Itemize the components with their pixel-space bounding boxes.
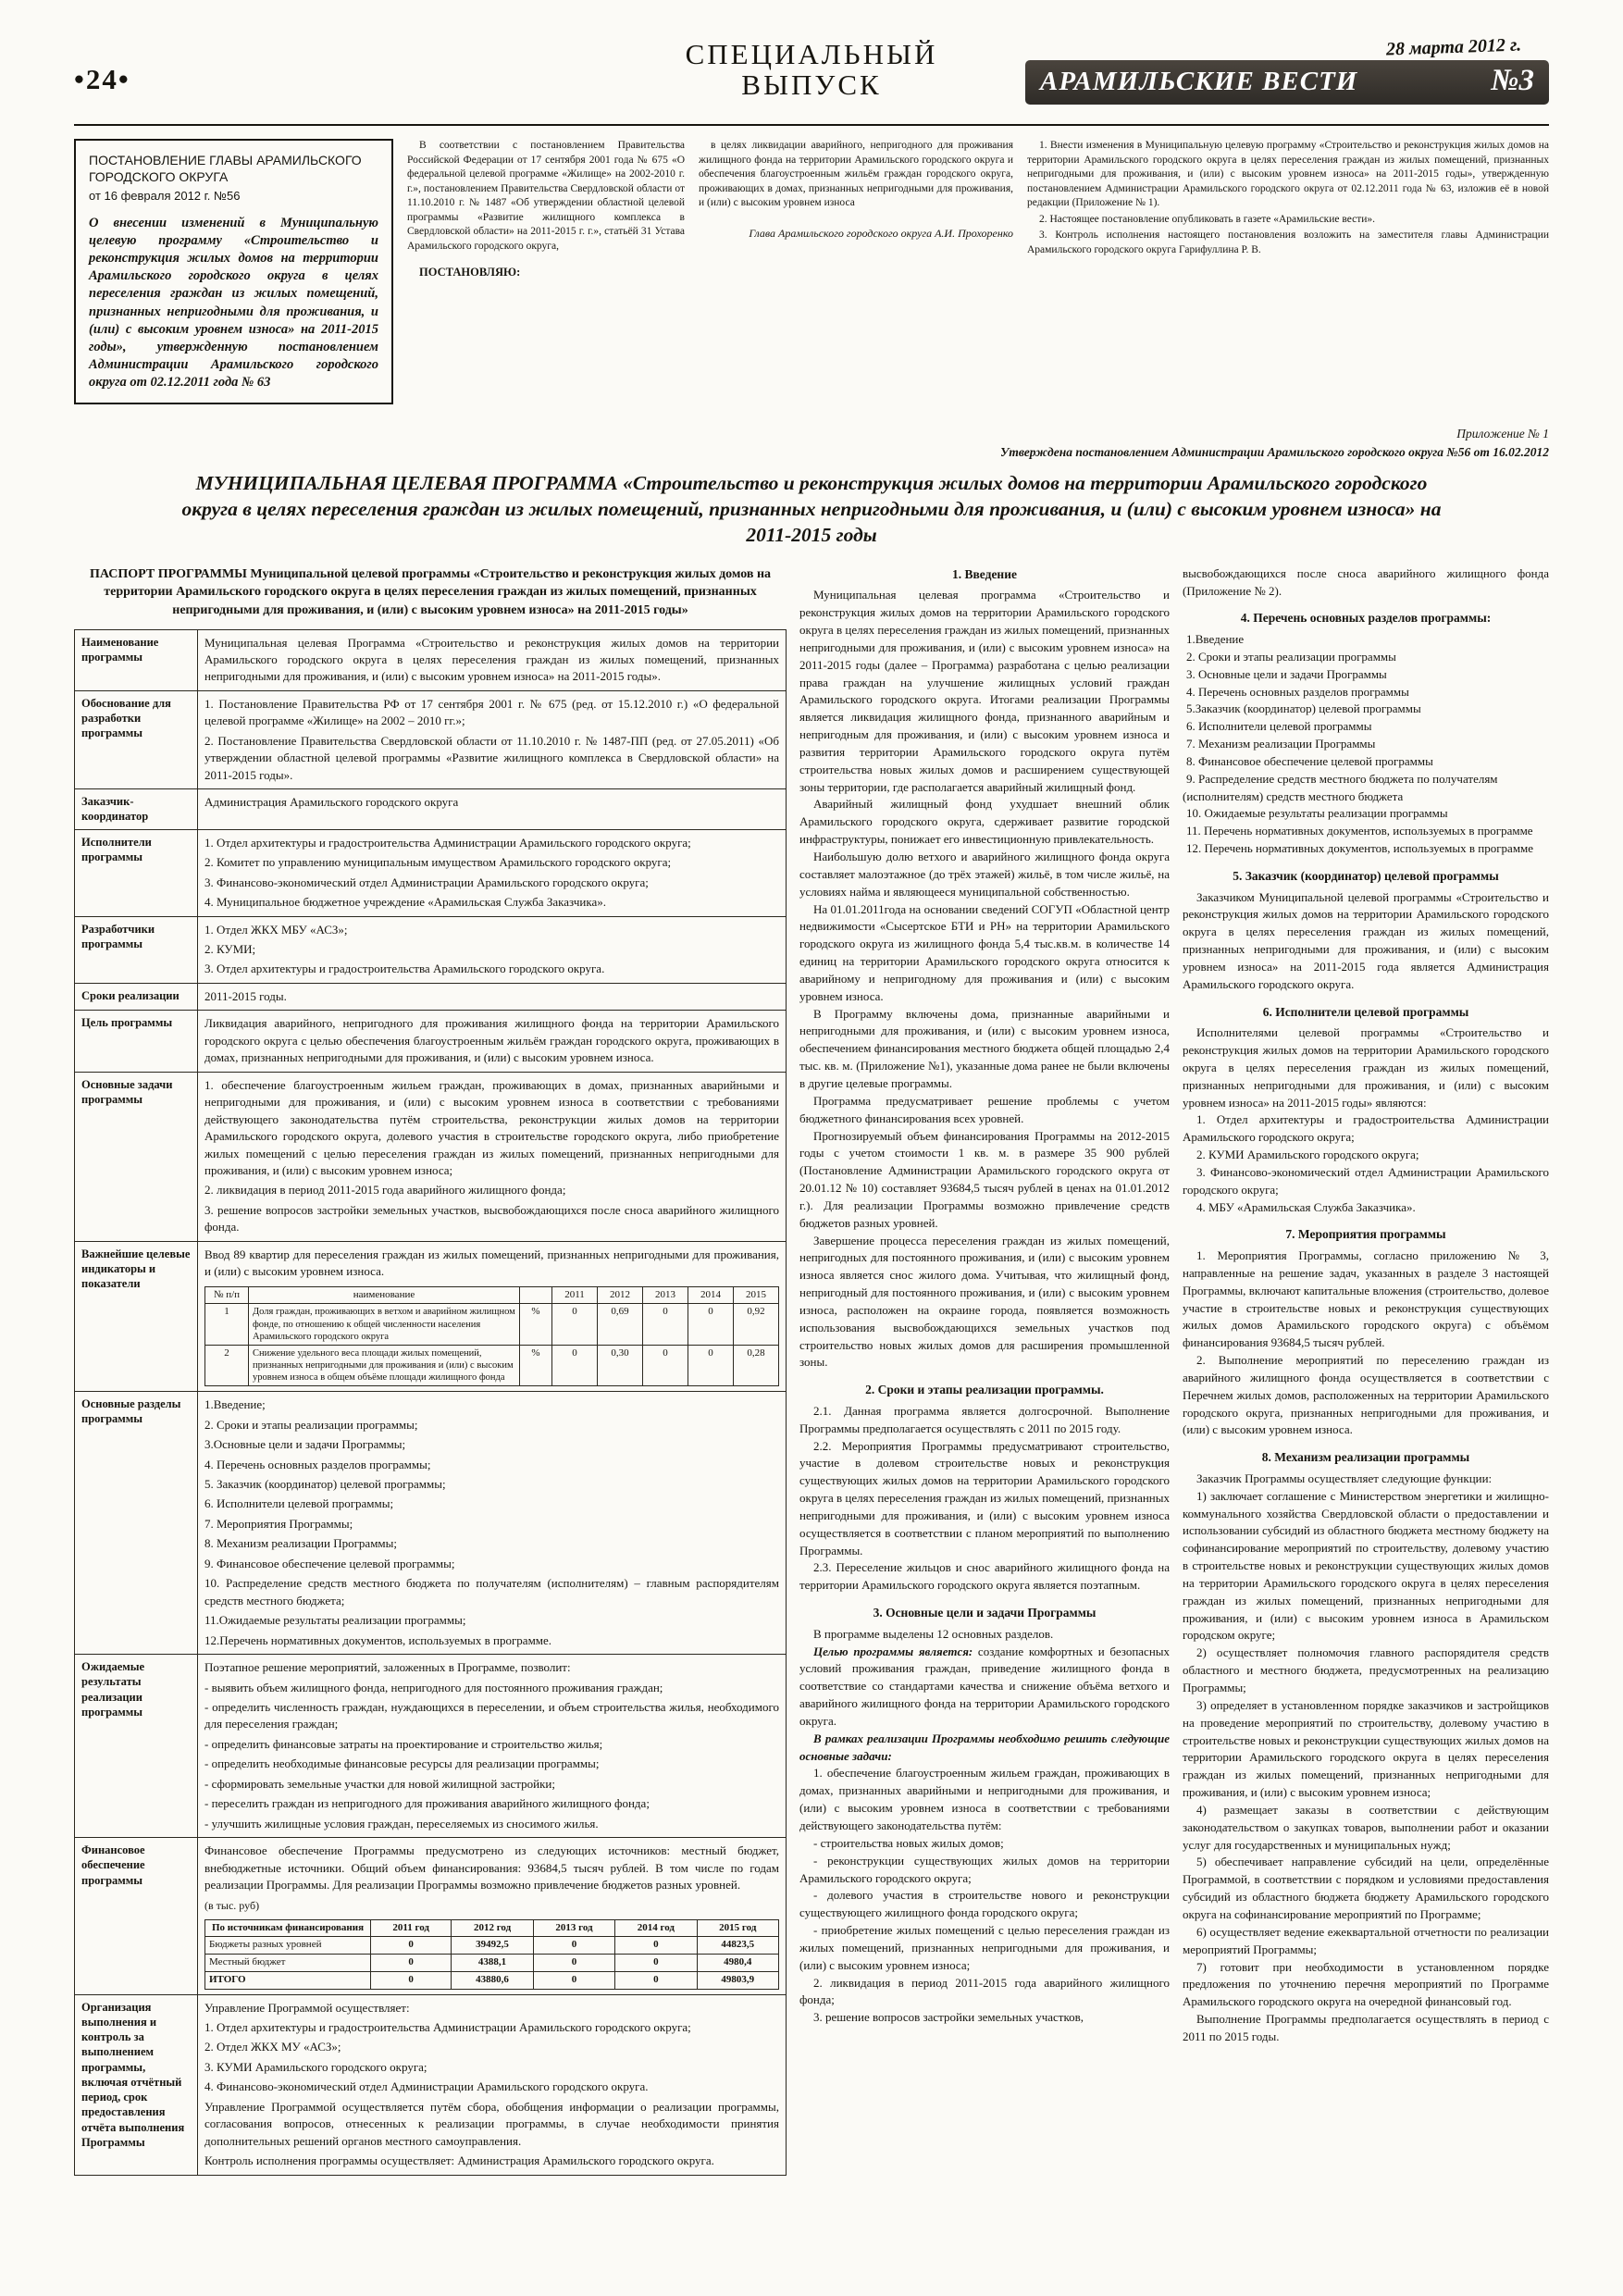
passport-paragraph: 9. Финансовое обеспечение целевой программы; xyxy=(204,1556,455,1570)
section-5-heading: 5. Заказчик (координатор) целевой программы xyxy=(1233,869,1499,884)
passport-paragraph: Муниципальная целевая Программа «Строительство и реконструкция жилых домов на территории Арамильского городского округа в целях переселения граждан из жилых помещений, признанных непригодными для проживания, и (или) с высоким уровнем износа» на 2011-2015 годы». xyxy=(204,635,779,684)
table-cell: 49803,9 xyxy=(697,1971,778,1989)
passport-paragraph: 4. Перечень основных разделов программы; xyxy=(204,1457,431,1471)
passport-row-basis xyxy=(75,690,787,788)
table-cell: 0 xyxy=(533,1937,614,1955)
passport-paragraph: Управление Программой осуществляется путём сбора, обобщения информации о реализации программы, согласования вопросов, отнесенных к реализации программы, в случае необходимости принятия дополнительных решений органов местного самоуправления. xyxy=(204,2099,779,2148)
passport-paragraph: 12.Перечень нормативных документов, используемых в программе. xyxy=(204,1632,552,1647)
task-item: 2. ликвидация в период 2011-2015 года аварийного жилищного фонда; xyxy=(799,1975,1170,2007)
table-cell: 0 xyxy=(643,1304,688,1345)
passport-row-label: Наименование программы xyxy=(75,629,198,690)
table-header-cell xyxy=(520,1286,552,1304)
passport-column xyxy=(74,565,787,2176)
finance-table xyxy=(204,1919,779,1990)
passport-paragraph: - определить численность граждан, нуждающихся в переселении, и объем строительства жилья, необходимого для переселения граждан; xyxy=(204,1699,779,1731)
decree-item: 3. Контроль исполнения настоящего постановления возложить на заместителя главы Администрации Арамильского городского округа Гарифуллина Р. В. xyxy=(1027,230,1549,255)
task-item: - реконструкции существующих жилых домов на территории Арамильского городского округа; xyxy=(799,1853,1170,1885)
paragraph: На 01.01.2011года на основании сведений СОГУП «Областной центр недвижимости «Сысертское БТИ и РН» на территории Арамильского городского округа из жилищного фонда 5,4 тыс.кв.м. в количестве 14 единиц на территории Арамильского городского округа относится к аварийному и непригодному для проживания и (или) с высоким уровнем износа. xyxy=(799,901,1170,1003)
paragraph: Аварийный жилищный фонд ухудшает внешний облик Арамильского городского округа, сдерживает развитие городской инфраструктуры, понижает его инвестиционную привлекательность. xyxy=(799,797,1170,847)
table-cell: ИТОГО xyxy=(205,1971,371,1989)
passport-paragraph: 1. Постановление Правительства РФ от 17 сентября 2001 г. № 675 (ред. от 15.12.2010 г.) «О федеральной целевой программе «Жилище» на 2002 – 2010 гг.»; xyxy=(204,696,779,728)
section-7-heading: 7. Мероприятия программы xyxy=(1285,1227,1446,1242)
table-header-cell: № п/п xyxy=(205,1286,249,1304)
table-cell: 0 xyxy=(533,1955,614,1972)
paragraph: 2.1. Данная программа является долгосрочной. Выполнение Программы предполагается осуществлять с 2011 по 2015 году. xyxy=(799,1403,1170,1435)
section-1-heading: 1. Введение xyxy=(952,566,1017,581)
table-header-cell: 2015 xyxy=(734,1286,779,1304)
passport-paragraph: 11.Ожидаемые результаты реализации программы; xyxy=(204,1613,466,1628)
goal-lead: Целью программы является: xyxy=(813,1644,973,1658)
executor-item: 3. Финансово-экономический отдел Администрации Арамильского городского округа; xyxy=(1183,1164,1549,1197)
decree-title: ПОСТАНОВЛЕНИЕ ГЛАВЫ АРАМИЛЬСКОГО ГОРОДСКОГО ОКРУГА xyxy=(89,153,362,185)
passport-row-value xyxy=(198,629,787,690)
passport-row-label: Ожидаемые результаты реализации программы xyxy=(75,1655,198,1838)
indicators-header-row xyxy=(205,1286,779,1304)
table-cell: 1 xyxy=(205,1304,249,1345)
section-4-heading: 4. Перечень основных разделов программы: xyxy=(1240,611,1492,626)
passport-row-name xyxy=(75,629,787,690)
section-list-item: 1.Введение xyxy=(1186,632,1245,647)
passport-paragraph: Контроль исполнения программы осуществляет: Администрация Арамильского городского округа. xyxy=(204,2153,714,2168)
table-header-cell: 2011 год xyxy=(371,1919,452,1937)
table-cell: 4388,1 xyxy=(452,1955,533,1972)
section-6-list xyxy=(1183,1111,1549,1216)
passport-row-label: Основные разделы программы xyxy=(75,1392,198,1655)
passport-paragraph: - переселить граждан из непригодного для проживания аварийного жилищного фонда; xyxy=(204,1796,650,1811)
section-3-task-intro: В рамках реализации Программы необходимо решить следующие основные задачи: xyxy=(799,1731,1170,1763)
appendix-number: Приложение № 1 xyxy=(1456,427,1549,441)
passport-paragraph: 3. Отдел архитектуры и градостроительства Арамильского городского округа. xyxy=(204,962,605,976)
table-cell: 4980,4 xyxy=(697,1955,778,1972)
paragraph: Муниципальная целевая программа «Строительство и реконструкция жилых домов на территории Арамильского городского округа в целях переселения граждан из жилых помещений, признанных непригодными для проживания, и (или) с высоким уровнем износа» на 2011-2015 годы (далее – Программа) разработана с целью реализации права граждан на улучшение жилищных условий граждан Арамильского городского округа. Итогами реализации Программы является ликвидация жилищного фонда, признанного аварийным и непригодным для проживания, и (или) с высоким уровнем износа и развития территории Арамильского городского округа путём строительства новых жилых домов и расширением существующей зоны территории, где располагается аварийный жилищный фонд. xyxy=(799,588,1170,794)
table-cell: % xyxy=(520,1304,552,1345)
decree-resolve-word: ПОСТАНОВЛЯЮ: xyxy=(419,266,521,279)
passport-row-control xyxy=(75,1994,787,2175)
section-1-body xyxy=(799,587,1170,1371)
appendix-block xyxy=(74,425,1549,463)
section-6-paragraph: Исполнителями целевой программы «Строительство и реконструкция жилых домов на территории Арамильского городского округа в целях переселения граждан из жилых помещений, признанных непригодными для проживания, и (или) с высоким уровнем износа» на 2011-2015 годы» являются: xyxy=(1183,1025,1549,1110)
finance-header-row xyxy=(205,1919,779,1937)
passport-paragraph: 1. обеспечение благоустроенным жильем граждан, проживающих в домах, признанных аварийными и непригодными для проживания, и (или) с высоким уровнем износа в соответствии с требованиями действующего законодательства путём строительства, реконструкции жилых домов на территории Арамильского городского округа, долевого участия в строительстве городского округа, либо приобретение жилых помещений с целью переселения граждан из жилых помещений, признанных непригодными для проживания, и (или) с высоким уровнем износа; xyxy=(204,1077,779,1177)
passport-row-goal xyxy=(75,1011,787,1072)
passport-row-indicators xyxy=(75,1241,787,1391)
passport-row-label: Финансовое обеспечение программы xyxy=(75,1838,198,1994)
decree-item: 1. Внести изменения в Муниципальную целевую программу «Строительство и реконструкция жилых домов на территории Арамильского городского округа в целях переселения граждан из жилых помещений, признанных непригодными для проживания, и (или) с высоким уровнем износа» на 2011-2015 годы», утвержденную постановлением Администрации Арамильского городского округа от 02.12.2011 года № 63, изложив её в новой редакции (Приложение № 1). xyxy=(1027,140,1549,209)
function-item: 2) осуществляет полномочия главного распорядителя средств областного и местного бюджета, предусмотренных на реализацию Программы; xyxy=(1183,1645,1549,1695)
section-8-heading: 8. Механизм реализации программы xyxy=(1261,1450,1470,1465)
passport-row-customer xyxy=(75,789,787,830)
continuation-paragraph: высвобождающихся после сноса аварийного жилищного фонда (Приложение № 2). xyxy=(1183,565,1549,598)
issue-date: 28 марта 2012 г. xyxy=(1385,34,1522,60)
table-cell: 0,92 xyxy=(734,1304,779,1345)
table-cell: 39492,5 xyxy=(452,1937,533,1955)
table-cell: % xyxy=(520,1345,552,1385)
task-item: 1. обеспечение благоустроенным жильем граждан, проживающих в домах, признанных аварийными и непригодными для проживания, и (или) с высоким уровнем износа в соответствии с требованиями действующего законодательства путём: xyxy=(799,1766,1170,1833)
passport-paragraph: Поэтапное решение мероприятий, заложенных в Программе, позволит: xyxy=(204,1660,571,1675)
executor-item: 4. МБУ «Арамильская Служба Заказчика». xyxy=(1196,1199,1416,1214)
task-item: - приобретение жилых помещений с целью переселения граждан из жилых помещений, признанных непригодными для проживания, и (или) с высоким уровнем износа; xyxy=(799,1923,1170,1972)
table-cell: Бюджеты разных уровней xyxy=(205,1937,371,1955)
section-8-closing: Выполнение Программы предполагается осуществлять в период с 2011 по 2015 годы. xyxy=(1183,2012,1549,2043)
section-8-intro: Заказчик Программы осуществляет следующие функции: xyxy=(1196,1471,1493,1485)
decree-preamble-part1: В соответствии с постановлением Правительства Российской Федерации от 17 сентября 2001 года № 675 «О федеральной целевой программе «Жилище» на 2002-2010 г. г.», постановлением Правительства Свердловской области от 11.10.2010 г. № 1487 «Об утверждении областной целевой программы «Развитие жилищного комплекса в Свердловской области» на 2011-2015 г. г.», статьёй 31 Устава Арамильского городского округа, xyxy=(407,140,685,252)
passport-paragraph: 3.Основные цели и задачи Программы; xyxy=(204,1437,406,1452)
passport-paragraph: Администрация Арамильского городского округа xyxy=(204,795,459,810)
decree-preamble-col-2 xyxy=(699,139,1013,404)
passport-paragraph: 2. Сроки и этапы реализации программы; xyxy=(204,1417,418,1432)
table-cell: 2 xyxy=(205,1345,249,1385)
passport-row-label: Сроки реализации xyxy=(75,983,198,1010)
passport-row-label: Исполнители программы xyxy=(75,829,198,916)
decree-date: от 16 февраля 2012 г. №56 xyxy=(89,189,241,204)
passport-row-value xyxy=(198,789,787,830)
decree-preamble-col-1 xyxy=(407,139,685,404)
function-item: 3) определяет в установленном порядке заказчиков и застройщиков на проведение мероприятий по строительству, долевому участию в строительстве новых и реконструкции существующих жилых домов на территории Арамильского городского округа в целях переселения граждан из жилых помещений, признанных непригодными для проживания, и (или) с высоким уровнем износа; xyxy=(1183,1697,1549,1800)
section-3-intro: В программе выделены 12 основных разделов. xyxy=(813,1626,1054,1641)
section-list-item: 11. Перечень нормативных документов, используемых в программе xyxy=(1186,824,1533,838)
program-title: МУНИЦИПАЛЬНАЯ ЦЕЛЕВАЯ ПРОГРАММА «Строительство и реконструкция жилых домов на территории Арамильского городского округа в целях переселения граждан из жилых помещений, признанных непригодными для проживания, и (или) с высоким уровнем износа» на 2011-2015 годы xyxy=(181,471,1442,547)
passport-row-label: Разработчики программы xyxy=(75,916,198,983)
finance-body xyxy=(205,1937,779,1989)
section-7-body xyxy=(1183,1247,1549,1439)
table-cell: 0 xyxy=(371,1937,452,1955)
paragraph: Наибольшую долю ветхого и аварийного жилищного фонда округа составляет малоэтажное (до трёх этажей) жильё, в том числе жильё, на условиях найма и являющееся муниципальной собственностью. xyxy=(799,850,1170,899)
masthead-banner xyxy=(1025,60,1549,105)
table-cell: 44823,5 xyxy=(697,1937,778,1955)
passport-row-value xyxy=(198,1241,787,1391)
section-6-heading: 6. Исполнители целевой программы xyxy=(1262,1004,1469,1019)
task-item: 3. решение вопросов застройки земельных участков, xyxy=(813,2010,1084,2025)
paragraph: Прогнозируемый объем финансирования Программы на 2012-2015 годы с учетом стоимости 1 кв. м. в размере 35 900 рублей (Постановление Администрации Арамильского городского округа от 20.01.12 № 10) составляет 93684,5 тысяч рублей в ценах на 01.01.2012 г.). Для реализации Программы возможно привлечение средств бюджетов разных уровней. xyxy=(799,1128,1170,1230)
passport-paragraph: 3. КУМИ Арамильского городского округа; xyxy=(204,2059,427,2074)
passport-paragraph: 2. Постановление Правительства Свердловской области от 11.10.2010 г. № 1487-ПП (ред. от 27.05.2011) «Об утверждении областной целевой программы «Развитие жилищного комплекса в Свердловской области» на 2011-2015 годы». xyxy=(204,733,779,782)
table-cell: 0,69 xyxy=(598,1304,643,1345)
passport-paragraph: 8. Механизм реализации Программы; xyxy=(204,1536,397,1551)
passport-row-value xyxy=(198,1655,787,1838)
appendix-approval: Утверждена постановлением Администрации Арамильского городского округа №56 от 16.02.2012 xyxy=(1000,445,1549,460)
issue-number: №3 xyxy=(1491,64,1534,97)
section-8-functions xyxy=(1183,1488,1549,2011)
table-header-cell: 2013 xyxy=(643,1286,688,1304)
passport-paragraph: - сформировать земельные участки для новой жилищной застройки; xyxy=(204,1776,555,1791)
passport-paragraph: - определить необходимые финансовые ресурсы для реализации программы; xyxy=(204,1756,600,1771)
table-cell: 0 xyxy=(615,1955,697,1972)
passport-row-finance xyxy=(75,1838,787,1994)
masthead-title: АРАМИЛЬСКИЕ ВЕСТИ xyxy=(1040,67,1358,96)
paragraph: Завершение процесса переселения граждан из жилых помещений, непригодных для постоянного проживания, и (или) с высоким уровнем износа является снос жилого дома. Учитывая, что жилищный фонд, непригодный для постоянного проживания, и (или) с высоким уровнем износа, расположен на окраине города, появляется возможность использования высвобождающихся земельных участков под строительство новых жилых домов для расширения промышленной зоны. xyxy=(799,1233,1170,1370)
table-cell: 0 xyxy=(615,1937,697,1955)
passport-row-value xyxy=(198,983,787,1010)
passport-paragraph: 2. Комитет по управлению муниципальным имуществом Арамильского городского округа; xyxy=(204,855,672,870)
paragraph: 1. Мероприятия Программы, согласно приложению № 3, направленные на решение задач, указанных в разделе 3 настоящей Программы, включают капитальные вложения (строительство, долевое участие в строительстве новых и реконструкция существующих жилых домов Арамильского городского округа) с объёмом финансирования 93684,5 тысяч рублей. xyxy=(1183,1248,1549,1350)
table-header-cell: 2013 год xyxy=(533,1919,614,1937)
passport-paragraph: 7. Мероприятия Программы; xyxy=(204,1516,353,1531)
paragraph: В Программу включены дома, признанные аварийными и непригодными для проживания, и (или) с высоким уровнем износа, обеспечением финансирования местного бюджета общей площадью 2,4 тыс. кв. м. (Приложение №1), указанные дома ранее не были включены в другие целевые программы. xyxy=(799,1006,1170,1090)
passport-paragraph: 5. Заказчик (координатор) целевой программы; xyxy=(204,1476,446,1491)
paragraph: 2.3. Переселение жильцов и снос аварийного жилищного фонда на территории Арамильского городского округа является поэтапным. xyxy=(799,1560,1170,1593)
passport-paragraph: 6. Исполнители целевой программы; xyxy=(204,1496,394,1511)
task-item: - строительства новых жилых домов; xyxy=(813,1835,1004,1850)
main-content xyxy=(74,565,1549,2176)
passport-paragraph: Управление Программой осуществляет: xyxy=(204,2000,410,2015)
indicators-intro: Ввод 89 квартир для переселения граждан из жилых помещений, признанных непригодными для проживания, и (или) с высоким уровнем износа. xyxy=(204,1247,779,1279)
special-issue-line2: ВЫПУСК xyxy=(741,68,882,102)
table-cell: 0 xyxy=(688,1304,734,1345)
table-header-cell: 2012 xyxy=(598,1286,643,1304)
passport-row-tasks xyxy=(75,1072,787,1241)
table-row xyxy=(205,1304,779,1345)
passport-paragraph: 3. решение вопросов застройки земельных участков, высвобождающихся после сноса аварийного жилищного фонда. xyxy=(204,1202,779,1235)
table-row xyxy=(205,1971,779,1989)
function-item: 4) размещает заказы в соответствии с действующим законодательством о закупках товаров, выполнении работ и оказании услуг для государственных и муниципальных нужд; xyxy=(1183,1802,1549,1852)
section-list-item: 9. Распределение средств местного бюджета по получателям (исполнителям) средств местного бюджета xyxy=(1183,771,1498,803)
decree-preamble-part2: в целях ликвидации аварийного, непригодного для проживания жилищного фонда на территории Арамильского городского округа и обеспечения благоустроенным жильём граждан городского округа, проживающих в домах, признанных непригодными для проживания, и (или) с высоким уровнем износа xyxy=(699,140,1013,209)
table-cell: 0 xyxy=(688,1345,734,1385)
table-row xyxy=(205,1937,779,1955)
passport-paragraph: 1.Введение; xyxy=(204,1397,266,1412)
passport-paragraph: - определить финансовые затраты на проектирование и строительство жилья; xyxy=(204,1736,603,1751)
passport-row-value xyxy=(198,916,787,983)
passport-row-value xyxy=(198,1838,787,1994)
passport-paragraph: 1. Отдел архитектуры и градостроительства Администрации Арамильского городского округа; xyxy=(204,835,691,850)
section-list-item: 12. Перечень нормативных документов, используемых в программе xyxy=(1186,841,1534,856)
table-cell: 0,28 xyxy=(734,1345,779,1385)
paragraph: Программа предусматривает решение проблемы с учетом бюджетного финансирования всех уровней. xyxy=(799,1093,1170,1125)
passport-row-label: Организация выполнения и контроль за выполнением программы, включая отчётный период, срок предоставления отчёта выполнения Программы xyxy=(75,1994,198,2175)
finance-intro: Финансовое обеспечение Программы предусмотрено из следующих источников: местный бюджет, внебюджетные источники. Общий объем финансирования: 93684,5 тысяч рублей. В том числе по годам реализации Программы. Для реализации Программы возможно привлечение бюджетов разных уровней. xyxy=(204,1843,779,1893)
passport-paragraph: 3. Финансово-экономический отдел Администрации Арамильского городского округа; xyxy=(204,875,649,889)
section-list-item: 10. Ожидаемые результаты реализации программы xyxy=(1186,806,1448,821)
passport-paragraph: 1. Отдел ЖКХ МБУ «АСЗ»; xyxy=(204,922,348,937)
passport-paragraph: 2. КУМИ; xyxy=(204,941,256,956)
table-cell: Доля граждан, проживающих в ветхом и аварийном жилищном фонде, по отношению к общей численности населения Арамильского городского округа xyxy=(249,1304,520,1345)
passport-paragraph: Ликвидация аварийного, непригодного для проживания жилищного фонда на территории Арамильского городского округа с целью обеспечения благоустроенным жильём граждан городского округа, проживающих в домах, признанных непригодными для проживания, и (или) с высоким уровнем износа. xyxy=(204,1016,779,1065)
passport-paragraph: 10. Распределение средств местного бюджета по получателям (исполнителям) – главным распорядителям средств местного бюджета; xyxy=(204,1576,779,1607)
decree-section xyxy=(74,126,1549,416)
passport-row-value xyxy=(198,1994,787,2175)
section-3-tasks xyxy=(799,1765,1170,2027)
middle-column xyxy=(799,565,1170,2027)
table-cell: Снижение удельного веса площади жилых помещений, признанных непригодными для проживания и (или) с высоким уровнем износа в общем объёме площади жилищного фонда xyxy=(249,1345,520,1385)
passport-paragraph: 2. Отдел ЖКХ МУ «АСЗ»; xyxy=(204,2040,341,2054)
decree-box xyxy=(74,139,393,404)
masthead xyxy=(1025,34,1549,105)
table-header-cell: 2012 год xyxy=(452,1919,533,1937)
indicators-table xyxy=(204,1286,779,1387)
passport-paragraph: 2. ликвидация в период 2011-2015 года аварийного жилищного фонда; xyxy=(204,1183,566,1198)
decree-item: 2. Настоящее постановление опубликовать в газете «Арамильские вести». xyxy=(1039,213,1376,225)
passport-row-label: Основные задачи программы xyxy=(75,1072,198,1241)
passport-row-executors xyxy=(75,829,787,916)
table-cell: 43880,6 xyxy=(452,1971,533,1989)
table-cell: 0 xyxy=(552,1345,598,1385)
passport-table xyxy=(74,629,787,2176)
section-list-item: 6. Исполнители целевой программы xyxy=(1186,719,1372,734)
passport-paragraph: 2011-2015 годы. xyxy=(204,988,287,1003)
decree-signature: Глава Арамильского городского округа А.И. Прохоренко xyxy=(749,226,1013,240)
passport-row-label: Обоснование для разработки программы xyxy=(75,690,198,788)
passport-paragraph: - выявить объем жилищного фонда, непригодного для постоянного проживания граждан; xyxy=(204,1680,663,1694)
page-number: •24• xyxy=(74,63,130,95)
task-item: - долевого участия в строительстве нового и реконструкции существующего жилищного фонда городского округа; xyxy=(799,1888,1170,1920)
indicators-body xyxy=(205,1304,779,1386)
section-3-heading: 3. Основные цели и задачи Программы xyxy=(873,1606,1096,1620)
passport-row-results xyxy=(75,1655,787,1838)
decree-items xyxy=(1027,139,1549,404)
table-cell: 0 xyxy=(643,1345,688,1385)
section-2-heading: 2. Сроки и этапы реализации программы. xyxy=(865,1383,1104,1397)
section-list-item: 3. Основные цели и задачи Программы xyxy=(1186,666,1387,681)
decree-subject: О внесении изменений в Муниципальную целевую программу «Строительство и реконструкция жилых домов на территории Арамильского городского округа в целях переселения граждан из жилых помещений, признанных непригодными для проживания, и (или) с высоким уровнем износа» на 2011-2015 годы», утвержденную постановлением Администрации Арамильского городского округа от 02.12.2011 года № 63 xyxy=(89,215,378,391)
function-item: 7) готовит при необходимости в установленном порядке предложения по уточнению перечня мероприятий по Программе Арамильского городского округа на очередной финансовый год. xyxy=(1183,1959,1549,2009)
table-cell: 0 xyxy=(615,1971,697,1989)
passport-paragraph: 4. Финансово-экономический отдел Администрации Арамильского городского округа. xyxy=(204,2079,649,2094)
table-header-cell: 2014 год xyxy=(615,1919,697,1937)
section-list-item: 5.Заказчик (координатор) целевой программы xyxy=(1186,701,1421,716)
table-header-cell: По источникам финансирования xyxy=(205,1919,371,1937)
passport-row-label: Цель программы xyxy=(75,1011,198,1072)
table-row xyxy=(205,1955,779,1972)
passport-heading: ПАСПОРТ ПРОГРАММЫ Муниципальной целевой программы «Строительство и реконструкция жилых домов на территории Арамильского городского округа в целях переселения граждан из жилых помещений, признанных непригодными для проживания, и (или) с высоким уровнем износа» на 2011-2015 годы» xyxy=(89,566,772,617)
section-list-item: 2. Сроки и этапы реализации программы xyxy=(1186,649,1396,664)
section-2-body xyxy=(799,1403,1170,1595)
right-column xyxy=(1183,565,1549,2046)
page-header xyxy=(74,34,1549,126)
executor-item: 1. Отдел архитектуры и градостроительства Администрации Арамильского городского округа; xyxy=(1183,1112,1549,1145)
passport-row-sections xyxy=(75,1392,787,1655)
section-list-item: 8. Финансовое обеспечение целевой программы xyxy=(1186,753,1433,768)
passport-row-value xyxy=(198,690,787,788)
section-4-list xyxy=(1183,631,1549,858)
paragraph: 2. Выполнение мероприятий по переселению граждан из аварийного жилищного фонда осуществляется в соответствии с Перечнем жилых домов, расположенных на территории Арамильского городского округа, признанных непригодными для проживания, и (или) с высоким уровнем износа. xyxy=(1183,1353,1549,1437)
table-header-cell: 2014 xyxy=(688,1286,734,1304)
table-header-cell: 2011 xyxy=(552,1286,598,1304)
table-header-cell: наименование xyxy=(249,1286,520,1304)
table-cell: 0 xyxy=(552,1304,598,1345)
passport-row-terms xyxy=(75,983,787,1010)
passport-row-label: Важнейшие целевые индикаторы и показатели xyxy=(75,1241,198,1391)
passport-row-label: Заказчик-координатор xyxy=(75,789,198,830)
table-cell: 0 xyxy=(533,1971,614,1989)
section-list-item: 7. Механизм реализации Программы xyxy=(1186,737,1376,751)
special-issue-title xyxy=(686,39,938,101)
passport-paragraph: 4. Муниципальное бюджетное учреждение «Арамильская Служба Заказчика». xyxy=(204,895,607,910)
section-3-goal xyxy=(799,1644,1170,1731)
executor-item: 2. КУМИ Арамильского городского округа; xyxy=(1196,1148,1419,1162)
passport-row-value xyxy=(198,1011,787,1072)
passport-row-value xyxy=(198,829,787,916)
function-item: 6) осуществляет ведение ежеквартальной отчетности по реализации мероприятий Программы; xyxy=(1183,1924,1549,1956)
section-5-paragraph: Заказчиком Муниципальной целевой программы «Строительство и реконструкция жилых домов на территории Арамильского городского округа в целях переселения граждан из жилых помещений, признанных непригодными для проживания, и (или) с высоким уровнем износа» на 2011-2015 года является Администрация Арамильского городского округа. xyxy=(1183,889,1549,991)
table-cell: 0,30 xyxy=(598,1345,643,1385)
special-issue-line1: СПЕЦИАЛЬНЫЙ xyxy=(685,38,938,70)
goal-rest: создание комфортных и безопасных условий проживания граждан, приведение жилищного фонда в соответствие со стандартами качества и снижение объёма ветхого и аварийного жилищного фонда на территории Арамильского городского округа. xyxy=(799,1644,1171,1728)
table-row xyxy=(205,1345,779,1385)
passport-paragraph: 1. Отдел архитектуры и градостроительства Администрации Арамильского городского округа; xyxy=(204,2019,691,2034)
passport-paragraph: - улучшить жилищные условия граждан, переселяемых из сносимого жилья. xyxy=(204,1816,599,1831)
table-header-cell: 2015 год xyxy=(697,1919,778,1937)
finance-units-note: (в тыс. руб) xyxy=(204,1898,260,1912)
table-cell: 0 xyxy=(371,1971,452,1989)
passport-row-value xyxy=(198,1072,787,1241)
section-list-item: 4. Перечень основных разделов программы xyxy=(1186,684,1409,699)
paragraph: 2.2. Мероприятия Программы предусматривают строительство, участие в долевом строительстве новых и реконструкция существующих жилых домов на территории Арамильского городского округа в целях переселения граждан из жилых помещений, признанных непригодными для проживания, и (или) с высоким уровнем износа осуществляется в соответствии с планом мероприятий по выполнению Программы. xyxy=(799,1438,1170,1558)
table-cell: 0 xyxy=(371,1955,452,1972)
passport-row-developers xyxy=(75,916,787,983)
passport-row-value xyxy=(198,1392,787,1655)
function-item: 1) заключает соглашение с Министерством энергетики и жилищно-коммунального хозяйства Свердловской области о предоставлении и использовании субсидий из областного бюджета местному бюджету на софинансирование мероприятий по строительству, долевому участию в строительстве новых и реконструкции существующих жилых домов на территории Арамильского городского округа в целях переселения граждан из жилых помещений, признанных непригодными для проживания, и (или) с высоким уровнем износа в Арамильском городском округе; xyxy=(1183,1488,1549,1643)
function-item: 5) обеспечивает направление субсидий на цели, определённые Программой, в соответствии с порядком и условиями предоставления субсидий из областного бюджета бюджету Арамильского городского округа на софинансирование мероприятий по Программе; xyxy=(1183,1855,1549,1921)
table-cell: Местный бюджет xyxy=(205,1955,371,1972)
